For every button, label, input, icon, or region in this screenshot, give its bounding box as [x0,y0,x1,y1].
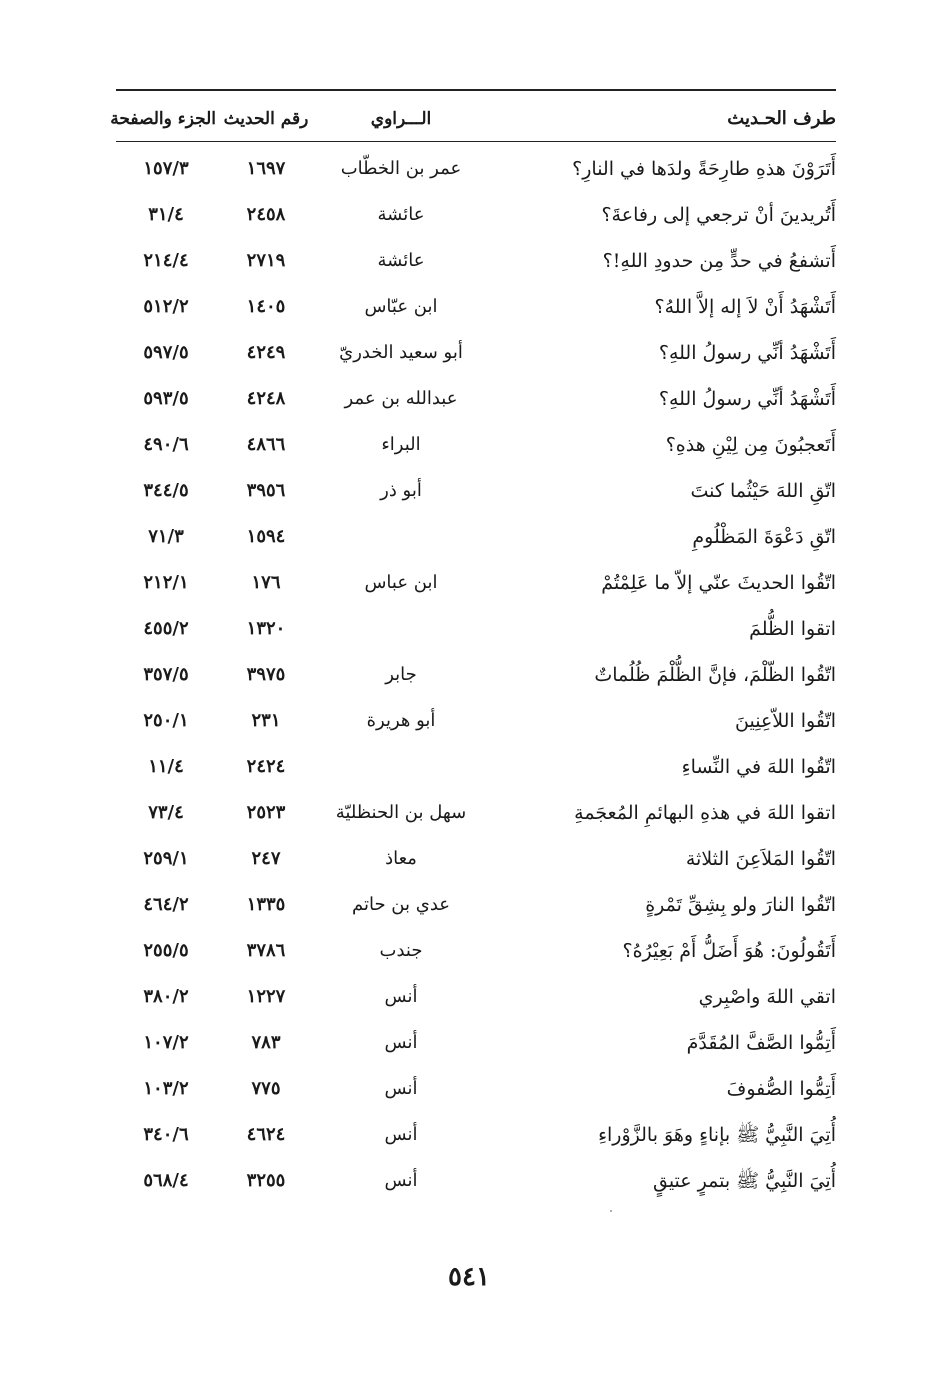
hadith-cell: اتّقُوا المَلاَعِنَ الثلاثة [685,848,836,870]
narrator-cell: أنس [384,1124,418,1145]
hadith-cell: اتّقُوا الحديثَ عنّي إلاّ ما عَلِمْتُمْ [601,572,836,594]
narrator-cell: أنس [384,1078,418,1099]
hadith-cell: اتّقُوا النارَ ولو بِشِقِّ تَمْرةٍ [645,894,836,916]
hadith-cell: أَتَشْهَدُ أنِّي رسولُ اللهِ؟ [658,388,836,410]
volume-page-cell: ٥٩٣/٥ [143,388,189,409]
hadith-number-cell: ٧٧٥ [251,1078,281,1099]
stray-mark [610,1210,612,1212]
narrator-cell [316,744,486,790]
volume-page-cell: ٧٣/٤ [148,802,184,823]
narrator-cell: عائشة [377,250,425,271]
table-row [116,146,836,192]
table-row [116,514,836,560]
hadith-cell: أَتَشْهَدُ أنِّي رسولُ اللهِ؟ [658,342,836,364]
header-volume-page: الجزء والصفحة [110,109,216,129]
volume-page-cell: ٣٨٠/٢ [143,986,189,1007]
narrator-cell: أبو ذر [380,480,422,501]
hadith-number-cell: ٣٩٥٦ [246,480,286,501]
table-row [116,468,836,514]
hadith-number-cell: ١٤٠٥ [246,296,286,317]
volume-page-cell: ٣١/٤ [148,204,184,225]
hadith-number-cell: ٢٥٢٣ [246,802,286,823]
header-hadith: طرف الحـديث [727,108,836,129]
table-row [116,376,836,422]
narrator-cell: أبو هريرة [366,710,436,731]
table-row [116,836,836,882]
hadith-number-cell: ٢٣١ [251,710,281,731]
table-row [116,1020,836,1066]
table-row [116,330,836,376]
table-row [116,790,836,836]
hadith-cell: أَتشفعُ في حدٍّ مِن حدودِ اللهِ!؟ [602,250,836,272]
hadith-number-cell: ١٢٢٧ [246,986,286,1007]
hadith-number-cell: ١٣٢٠ [246,618,286,639]
hadith-number-cell: ٤٦٢٤ [246,1124,286,1145]
table-row [116,560,836,606]
hadith-number-cell: ٢٤٥٨ [246,204,286,225]
volume-page-cell: ٧١/٣ [148,526,184,547]
table-row [116,422,836,468]
hadith-cell: أُتِيَ النَّبِيُّ ﷺ بتمرٍ عتيقٍ [652,1170,836,1192]
narrator-cell: أنس [384,1032,418,1053]
hadith-cell: أَتِمُّوا الصُّفوفَ [726,1078,836,1100]
narrator-cell: أنس [384,986,418,1007]
volume-page-cell: ١٥٧/٣ [143,158,189,179]
volume-page-cell: ٥٩٧/٥ [143,342,189,363]
hadith-number-cell: ١٦٩٧ [246,158,286,179]
narrator-cell: عمر بن الخطّاب [340,158,462,179]
table-row [116,606,836,652]
volume-page-cell: ٣٤٤/٥ [143,480,189,501]
volume-page-cell: ١٠٧/٢ [143,1032,189,1053]
hadith-cell: أَتِمُّوا الصَّفَّ المُقَدَّمَ [686,1032,836,1054]
hadith-cell: اتقوا اللهَ في هذهِ البهائمِ المُعجَمةِ [574,802,836,824]
narrator-cell [316,606,486,652]
hadith-number-cell: ٢٤٢٤ [246,756,286,777]
hadith-index-table [110,96,836,1192]
top-rule [116,89,836,91]
narrator-cell: عائشة [377,204,425,225]
hadith-cell: أَتَعجبُونَ مِن لِيْنِ هذهِ؟ [665,434,836,456]
hadith-cell: اتّقِ اللهَ حَيْثُما كنتَ [690,480,836,502]
table-row [116,974,836,1020]
table-row [116,1112,836,1158]
volume-page-cell: ٢١٤/٤ [143,250,189,271]
hadith-cell: أُتِيَ النَّبِيُّ ﷺ بإناءٍ وهَوَ بالزَّوْراءِ [598,1124,836,1146]
table-row [116,744,836,790]
hadith-cell: أَتَشْهَدُ أَنْ لاَ إله إلاَّ اللهُ؟ [654,296,836,318]
hadith-number-cell: ٤٢٤٨ [246,388,286,409]
table-body [116,146,836,1204]
hadith-cell: اتّقُوا اللهَ في النِّساءِ [681,756,836,778]
hadith-cell: اتّقُوا اللاّعِنِينَ [735,710,836,732]
hadith-number-cell: ٧٨٣ [251,1032,281,1053]
volume-page-cell: ٤٩٠/٦ [143,434,189,455]
table-row [116,1066,836,1112]
narrator-cell: أبو سعيد الخدريّ [339,342,463,363]
narrator-cell: عبدالله بن عمر [344,388,458,409]
volume-page-cell: ٥١٢/٢ [143,296,189,317]
volume-page-cell: ٤٥٥/٢ [143,618,189,639]
hadith-number-cell: ٣٧٨٦ [246,940,286,961]
volume-page-cell: ٤٦٤/٢ [143,894,189,915]
table-row [116,698,836,744]
hadith-number-cell: ٣٢٥٥ [246,1170,286,1191]
hadith-number-cell: ١٥٩٤ [246,526,286,547]
narrator-cell: سهل بن الحنظليّة [335,802,467,823]
hadith-cell: اتّقِ دَعْوَةَ المَظْلُومِ [692,526,836,548]
narrator-cell: البراء [381,434,421,455]
page-number: ٥٤١ [448,1262,490,1292]
volume-page-cell: ٢٥٩/١ [143,848,189,869]
narrator-cell: أنس [384,1170,418,1191]
hadith-number-cell: ٤٢٤٩ [246,342,286,363]
narrator-cell: ابن عباس [364,572,438,593]
table-row [116,284,836,330]
narrator-cell: جندب [379,940,423,961]
narrator-cell [316,514,486,560]
volume-page-cell: ٥٦٨/٤ [143,1170,189,1191]
hadith-number-cell: ٢٤٧ [251,848,281,869]
hadith-number-cell: ١٣٣٥ [246,894,286,915]
table-row [116,882,836,928]
volume-page-cell: ١١/٤ [148,756,184,777]
volume-page-cell: ٢١٢/١ [143,572,189,593]
volume-page-cell: ٢٥٥/٥ [143,940,189,961]
header-number: رقم الحديث [223,109,309,129]
volume-page-cell: ٢٥٠/١ [143,710,189,731]
hadith-cell: أَتَرَوْنَ هذهِ طارِحَةً ولدَها في النارِ؟ [572,158,836,180]
volume-page-cell: ١٠٣/٢ [143,1078,189,1099]
table-row [116,238,836,284]
table-header [110,96,836,142]
hadith-number-cell: ٣٩٧٥ [246,664,286,685]
table-row [116,1158,836,1204]
table-row [116,652,836,698]
hadith-cell: اتقي اللهَ واصْبِري [698,986,836,1008]
narrator-cell: معاذ [385,848,417,869]
narrator-cell: ابن عبّاس [364,296,438,317]
table-row [116,928,836,974]
narrator-cell: عدي بن حاتم [351,894,451,915]
hadith-cell: اتّقُوا الظّلْمَ، فإنَّ الظُّلْمَ ظُلُماتٌ [594,664,836,686]
hadith-cell: أَتَقُولُونَ: هُوَ أَضَلُّ أَمْ بَعِيْرُهُ؟ [622,940,836,962]
header-narrator: الـــراوي [370,109,432,129]
hadith-cell: اتقوا الظُّلمَ [749,618,836,640]
volume-page-cell: ٣٤٠/٦ [143,1124,189,1145]
narrator-cell: جابر [385,664,417,685]
volume-page-cell: ٣٥٧/٥ [143,664,189,685]
hadith-number-cell: ١٧٦ [251,572,281,593]
hadith-number-cell: ٢٧١٩ [246,250,286,271]
table-row [116,192,836,238]
hadith-cell: أَتُريدينَ أنْ ترجعي إلى رفاعةَ؟ [601,204,836,226]
hadith-number-cell: ٤٨٦٦ [246,434,286,455]
